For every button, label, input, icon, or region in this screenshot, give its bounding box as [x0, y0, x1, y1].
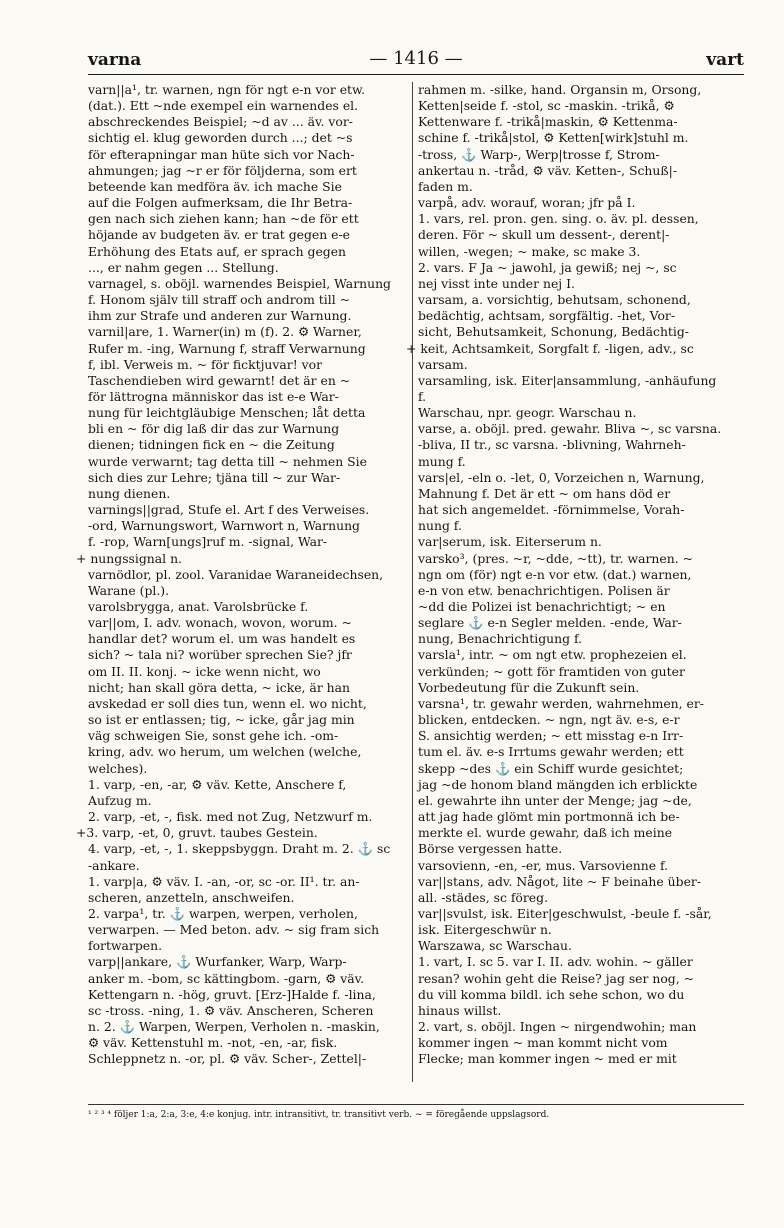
dictionary-line: sich dies zur Lehre; tjäna till ~ zur War-: [88, 469, 341, 485]
dictionary-line: fortwarpen.: [88, 938, 163, 954]
header-right-guideword: vart: [706, 50, 744, 70]
dictionary-line: 1. varp, -en, -ar, ⚙ väv. Kette, Anschere f,: [88, 776, 347, 792]
dictionary-line: 2. vart, s. oböjl. Ingen ~ nirgendwohin; man: [418, 1019, 697, 1035]
dictionary-line: rahmen m. -silke, hand. Organsin m, Orsong,: [418, 82, 702, 97]
dictionary-line: Warane (pl.).: [88, 582, 170, 598]
dictionary-line: nej visst inte under nej I.: [418, 275, 575, 291]
dictionary-line: Kettenware f. -trikå|maskin, ⚙ Kettenma-: [418, 114, 678, 130]
dictionary-line: väg schweigen Sie, sonst gehe ich. -om-: [88, 728, 339, 744]
dictionary-line: willen, -wegen; ~ make, sc make 3.: [418, 243, 641, 259]
dictionary-line: varp||ankare, ⚓ Wurfanker, Warp, Warp-: [88, 954, 347, 970]
dictionary-line: Vorbedeutung für die Zukunft sein.: [418, 679, 640, 695]
dictionary-line: verwarpen. — Med beton. adv. ~ sig fram sich: [88, 922, 380, 938]
dictionary-line: varsko³, (pres. ~r, ~dde, ~tt), tr. warnen. ~: [418, 550, 693, 566]
dictionary-line: auf die Folgen aufmerksam, die Ihr Betra-: [88, 195, 353, 211]
dictionary-line: Warszawa, sc Warschau.: [418, 938, 572, 954]
dictionary-line: f. -rop, Warn[ungs]ruf m. -signal, War-: [88, 534, 328, 550]
dictionary-line: varpå, adv. worauf, woran; jfr på I.: [418, 195, 636, 211]
dictionary-line: so ist er entlassen; tig, ~ icke, går jag min: [88, 712, 355, 728]
dictionary-line: höjande av budgeten äv. er trat gegen e-e: [88, 227, 351, 243]
dictionary-line: var||svulst, isk. Eiter|geschwulst, -beule f. -sår,: [418, 905, 712, 921]
right-column: [406, 82, 744, 1082]
dictionary-line: nung f.: [418, 518, 462, 534]
dictionary-line: ankertau n. -tråd, ⚙ väv. Ketten-, Schuß|-: [418, 162, 678, 178]
dictionary-line: -bliva, ⅠⅠ tr., sc varsna. -blivning, Wahrneh-: [418, 437, 686, 453]
dictionary-line: faden m.: [418, 178, 473, 194]
dictionary-line: 2. varpa¹, tr. ⚓ warpen, werpen, verholen,: [88, 905, 358, 921]
dictionary-line: Börse vergessen hatte.: [418, 841, 563, 857]
dictionary-line: för efterapningar man hüte sich vor Nach-: [88, 146, 355, 162]
dictionary-line: sichtig el. klug geworden durch ...; det ~s: [88, 130, 353, 146]
dictionary-line: resan? wohin geht die Reise? jag ser nog, ~: [418, 970, 695, 986]
dictionary-line: bedächtig, achtsam, sorgfältig. -het, Vor-: [418, 308, 676, 324]
dictionary-line: Flecke; man kommer ingen ~ med er mit: [418, 1051, 677, 1067]
dictionary-line: varsam.: [418, 356, 468, 372]
left-column: [76, 82, 408, 1082]
column-divider: [412, 82, 413, 1082]
footer-legend: ¹ ² ³ ⁴ följer 1:a, 2:a, 3:e, 4:e konjug. intr. intransitivt, tr. transitivt verb. ~ = föregående uppslagsord.: [88, 1104, 744, 1128]
dictionary-line: Warschau, npr. geogr. Warschau n.: [418, 405, 637, 421]
dictionary-line: nung, Benachrichtigung f.: [418, 631, 583, 647]
dictionary-line: abschreckendes Beispiel; ~d av ... äv. vor-: [88, 114, 353, 130]
dictionary-line: e-n von etw. benachrichtigen. Polisen är: [418, 582, 670, 598]
dictionary-line: nung für leichtgläubige Menschen; låt detta: [88, 405, 366, 421]
dictionary-line: ngn om (för) ngt e-n vor etw. (dat.) warnen,: [418, 566, 692, 582]
dictionary-line: scheren, anzetteln, anschweifen.: [88, 889, 295, 905]
dictionary-line: varn||a¹, tr. warnen, ngn för ngt e-n vor etw.: [88, 82, 366, 97]
dictionary-line: mung f.: [418, 453, 466, 469]
dictionary-line: kring, adv. wo herum, um welchen (welche,: [88, 744, 362, 760]
dictionary-line: skepp ~des ⚓ ein Schiff wurde gesichtet;: [418, 760, 684, 776]
dictionary-line: nicht; han skall göra detta, ~ icke, är han: [88, 679, 351, 695]
dictionary-line: avskedad er soll dies tun, wenn el. wo nicht,: [88, 695, 367, 711]
dictionary-line: Schleppnetz n. -or, pl. ⚙ väv. Scher-, Zettel|-: [88, 1051, 367, 1067]
dictionary-line: var||stans, adv. Något, lite ~ F beinahe über-: [418, 873, 702, 889]
dictionary-line: 1. varp|a, ⚙ väv. I. -an, -or, sc -or. II¹. tr. an-: [88, 873, 360, 889]
dictionary-line: hinaus willst.: [418, 1002, 502, 1018]
dictionary-line: jag ~de honom bland mängden ich erblickte: [418, 776, 698, 792]
dictionary-line: att jag hade glömt min portmonnä ich be-: [418, 809, 680, 825]
dictionary-line: ~dd die Polizei ist benachrichtigt; ~ en: [418, 599, 666, 614]
dictionary-line: vars|el, -eln o. -let, 0, Vorzeichen n, Warnung,: [418, 469, 705, 485]
dictionary-line: seglare ⚓ e-n Segler melden. -ende, War-: [418, 615, 682, 631]
dictionary-line: f, ibl. Verweis m. ~ för ficktjuvar! vor: [88, 356, 322, 372]
dictionary-line: gen nach sich ziehen kann; han ~de för ett: [88, 211, 359, 227]
dictionary-line: för lättrogna människor das ist e-e War-: [88, 388, 339, 404]
dictionary-line: -ankare.: [88, 857, 140, 873]
dictionary-line: -tross, ⚓ Warp-, Werp|trosse f, Strom-: [418, 146, 660, 162]
dictionary-line: varsam, a. vorsichtig, behutsam, schonend,: [418, 292, 691, 308]
dictionary-line: varolsbrygga, anat. Varolsbrücke f.: [88, 599, 309, 614]
dictionary-line: var|serum, isk. Eiterserum n.: [418, 534, 602, 550]
dictionary-line: du vill komma bildl. ich sehe schon, wo du: [418, 986, 685, 1002]
dictionary-line: -ord, Warnungswort, Warnwort n, Warnung: [88, 518, 360, 534]
dictionary-line: anker m. -bom, sc kättingbom. -garn, ⚙ väv.: [88, 970, 365, 986]
dictionary-line: merkte el. wurde gewahr, daß ich meine: [418, 825, 673, 841]
dictionary-line: varsovienn, -en, -er, mus. Varsovienne f.: [418, 857, 669, 873]
dictionary-line: dienen; tidningen fick en ~ die Zeitung: [88, 437, 335, 453]
dictionary-line: sich? ~ tala ni? worüber sprechen Sie? jfr: [88, 647, 352, 663]
dictionary-line: 2. varp, -et, -, fisk. med not Zug, Netzwurf m.: [88, 809, 373, 825]
dictionary-line: sicht, Behutsamkeit, Schonung, Bedächtig-: [418, 324, 689, 340]
header-left-guideword: varna: [88, 50, 142, 70]
dictionary-line: Taschendieben wird gewarnt! det är en ~: [88, 372, 351, 388]
page-number: — 1416 —: [369, 48, 463, 69]
dictionary-line: +3. varp, -et, 0, gruvt. taubes Gestein.: [76, 825, 318, 841]
dictionary-line: 1. vart, I. sc 5. var I. II. adv. wohin. ~ gäller: [418, 954, 693, 970]
dictionary-line: schine f. -trikå|stol, ⚙ Ketten[wirk]stuhl m.: [418, 130, 689, 146]
dictionary-line: var||om, I. adv. wonach, wovon, worum. ~: [88, 615, 352, 631]
dictionary-line: ahmungen; jag ~r er för följderna, som ert: [88, 162, 357, 178]
dictionary-line: welches).: [88, 760, 148, 776]
dictionary-line: Rufer m. -ing, Warnung f, straff Verwarnung: [88, 340, 366, 356]
dictionary-line: (dat.). Ett ~nde exempel ein warnendes el.: [88, 98, 359, 114]
dictionary-line: sc -tross. -ning, 1. ⚙ väv. Anscheren, Scheren: [88, 1002, 374, 1018]
dictionary-line: all. -städes, sc föreg.: [418, 889, 549, 905]
page-header: [88, 46, 744, 75]
dictionary-line: varsamling, isk. Eiter|ansammlung, -anhäufung: [418, 372, 717, 388]
dictionary-line: S. ansichtig werden; ~ ett misstag e-n Irr-: [418, 728, 684, 744]
dictionary-line: ..., er nahm gegen ... Stellung.: [88, 259, 279, 275]
dictionary-line: beteende kan medföra äv. ich mache Sie: [88, 178, 342, 194]
dictionary-line: f. Honom själv till straff och androm till ~: [88, 292, 350, 308]
dictionary-line: bli en ~ för dig laß dir das zur Warnung: [88, 421, 340, 437]
dictionary-line: deren. För ~ skull um dessent-, derent|-: [418, 227, 670, 243]
dictionary-line: tum el. äv. e-s Irrtums gewahr werden; ett: [418, 744, 684, 760]
dictionary-line: varnil|are, 1. Warner(in) m (f). 2. ⚙ Warner,: [88, 324, 362, 340]
dictionary-line: f.: [418, 388, 427, 404]
dictionary-line: varnagel, s. oböjl. warnendes Beispiel, Warnung: [88, 275, 391, 291]
dictionary-line: Mahnung f. Det är ett ~ om hans död er: [418, 485, 671, 501]
dictionary-line: Erhöhung des Etats auf, er sprach gegen: [88, 243, 347, 259]
dictionary-line: blicken, entdecken. ~ ngn, ngt äv. e-s, e-r: [418, 712, 680, 728]
dictionary-line: n. 2. ⚓ Warpen, Werpen, Verholen n. -maskin,: [88, 1019, 380, 1035]
dictionary-line: om II. II. konj. ~ icke wenn nicht, wo: [88, 663, 321, 679]
dictionary-line: 4. varp, -et, -, 1. skeppsbyggn. Draht m. 2. ⚓ sc: [88, 841, 391, 857]
dictionary-line: varsna¹, tr. gewahr werden, wahrnehmen, er-: [418, 695, 704, 711]
dictionary-line: kommer ingen ~ man kommt nicht vom: [418, 1035, 668, 1051]
dictionary-line: varse, a. oböjl. pred. gewahr. Bliva ~, sc varsna.: [418, 421, 722, 437]
dictionary-line: wurde verwarnt; tag detta till ~ nehmen Sie: [88, 453, 367, 469]
dictionary-line: handlar det? worum el. um was handelt es: [88, 631, 356, 647]
dictionary-line: nung dienen.: [88, 485, 171, 501]
dictionary-line: varnödlor, pl. zool. Varanidae Waraneidechsen,: [88, 566, 384, 582]
dictionary-line: hat sich angemeldet. -förnimmelse, Vorah-: [418, 502, 685, 518]
dictionary-line: ihm zur Strafe und anderen zur Warnung.: [88, 308, 352, 324]
dictionary-line: Kettengarn n. -hög, gruvt. [Erz-]Halde f. -lina,: [88, 986, 376, 1002]
dictionary-line: Aufzug m.: [88, 792, 152, 808]
dictionary-line: varnings||grad, Stufe el. Art f des Verweises.: [88, 502, 370, 518]
dictionary-line: verkünden; ~ gott för framtiden von guter: [418, 663, 685, 679]
dictionary-line: + keit, Achtsamkeit, Sorgfalt f. -ligen, adv., sc: [406, 340, 694, 356]
dictionary-line: isk. Eitergeschwür n.: [418, 922, 552, 938]
dictionary-line: + nungssignal n.: [76, 550, 182, 566]
dictionary-line: 2. vars. F Ja ~ jawohl, ja gewiß; nej ~, sc: [418, 259, 677, 275]
dictionary-line: el. gewahrte ihn unter der Menge; jag ~de,: [418, 792, 692, 808]
dictionary-line: Ketten|seide f. -stol, sc -maskin. -trikå, ⚙: [418, 98, 675, 114]
dictionary-line: 1. vars, rel. pron. gen. sing. o. äv. pl. dessen,: [418, 211, 699, 227]
dictionary-line: ⚙ väv. Kettenstuhl m. -not, -en, -ar, fisk.: [88, 1035, 338, 1051]
dictionary-line: varsla¹, intr. ~ om ngt etw. prophezeien el.: [418, 647, 687, 663]
